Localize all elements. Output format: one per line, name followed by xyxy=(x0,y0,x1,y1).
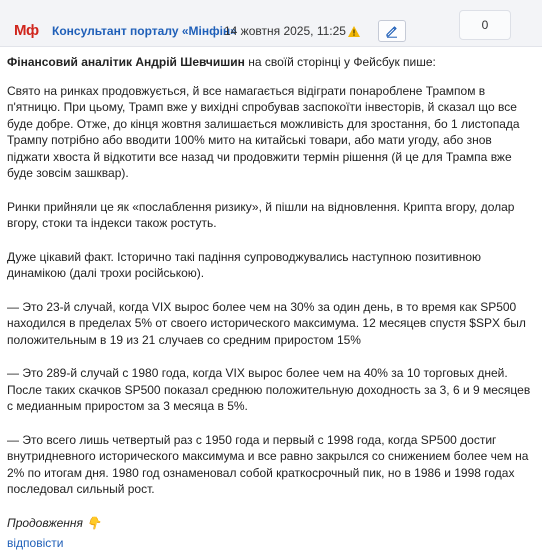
post-header xyxy=(0,0,542,47)
post-intro xyxy=(7,54,537,71)
warning-icon[interactable] xyxy=(348,24,360,35)
continuation-text: Продовження 👇 xyxy=(7,515,102,530)
post-paragraph: Свято на ринках продовжується, й все намагається відіграти понароблене Трампом в п'ятницю. При цьому, Трамп вже у вихідні спробував заспокоїти інвесторів, й сказал що все буде добре. Отже, до кінця жовтня залишається можливість для зростання, бо 1 листопада Трампу потрібно або вводити 100% мито на китайські товари, або мати угоду, або знов піджати хвоста й відкотити все назад чи продовжити термін рішення (й це для Трампа вже буде зовсім зашквар). xyxy=(7,83,520,180)
post-paragraph: Ринки прийняли це як «послаблення ризику», й пішли на відновлення. Крипта вгору, долар вгору, стоки та індекси також ростуть. xyxy=(7,199,515,230)
post-datetime: 14 жовтня 2025, 11:25 xyxy=(224,24,346,38)
reply-link[interactable]: відповісти xyxy=(7,536,64,550)
edit-button[interactable] xyxy=(378,20,406,42)
post-paragraph: — Это всего лишь четвертый раз с 1950 года и первый с 1998 года, когда SP500 достиг внутридневного исторического максимума и все равно закрылся со снижением более чем на 2% по итогам дня. 1980 год ознаменовал собой краткосрочный пик, но в 1986 и 1998 годах последовал сильный рост. xyxy=(7,432,529,496)
author-name[interactable]: Консультант порталу «Мінфін» xyxy=(52,24,237,38)
post-body xyxy=(7,54,537,552)
pencil-icon xyxy=(385,24,399,38)
vote-counter[interactable]: 0 xyxy=(459,10,511,40)
intro-text: на своїй сторінці у Фейсбук пише: xyxy=(244,55,436,69)
post-paragraph: Дуже цікавий факт. Історично такі падіння супроводжувались наступною позитивною динамікою (далі трохи російською). xyxy=(7,249,482,280)
post-paragraph: — Это 289-й случай с 1980 года, когда VIX вырос более чем на 40% за 10 торговых дней. После таких скачков SP500 показал среднюю положительную доходность за 3, 6 и 9 месяцев с медианным приростом за 3 месяца в 5%. xyxy=(7,366,531,413)
minfin-logo[interactable]: Мф xyxy=(14,22,39,39)
intro-author: Фінансовий аналітик Андрій Шевчишин xyxy=(7,55,245,69)
post-paragraph: — Это 23-й случай, когда VIX вырос более чем на 30% за один день, в то время как SP500 находился в пределах 5% от своего исторического максимума. 12 месяцев спустя $SPX был положительным в 19 из 21 случаев со средним приростом 15% xyxy=(7,299,526,347)
